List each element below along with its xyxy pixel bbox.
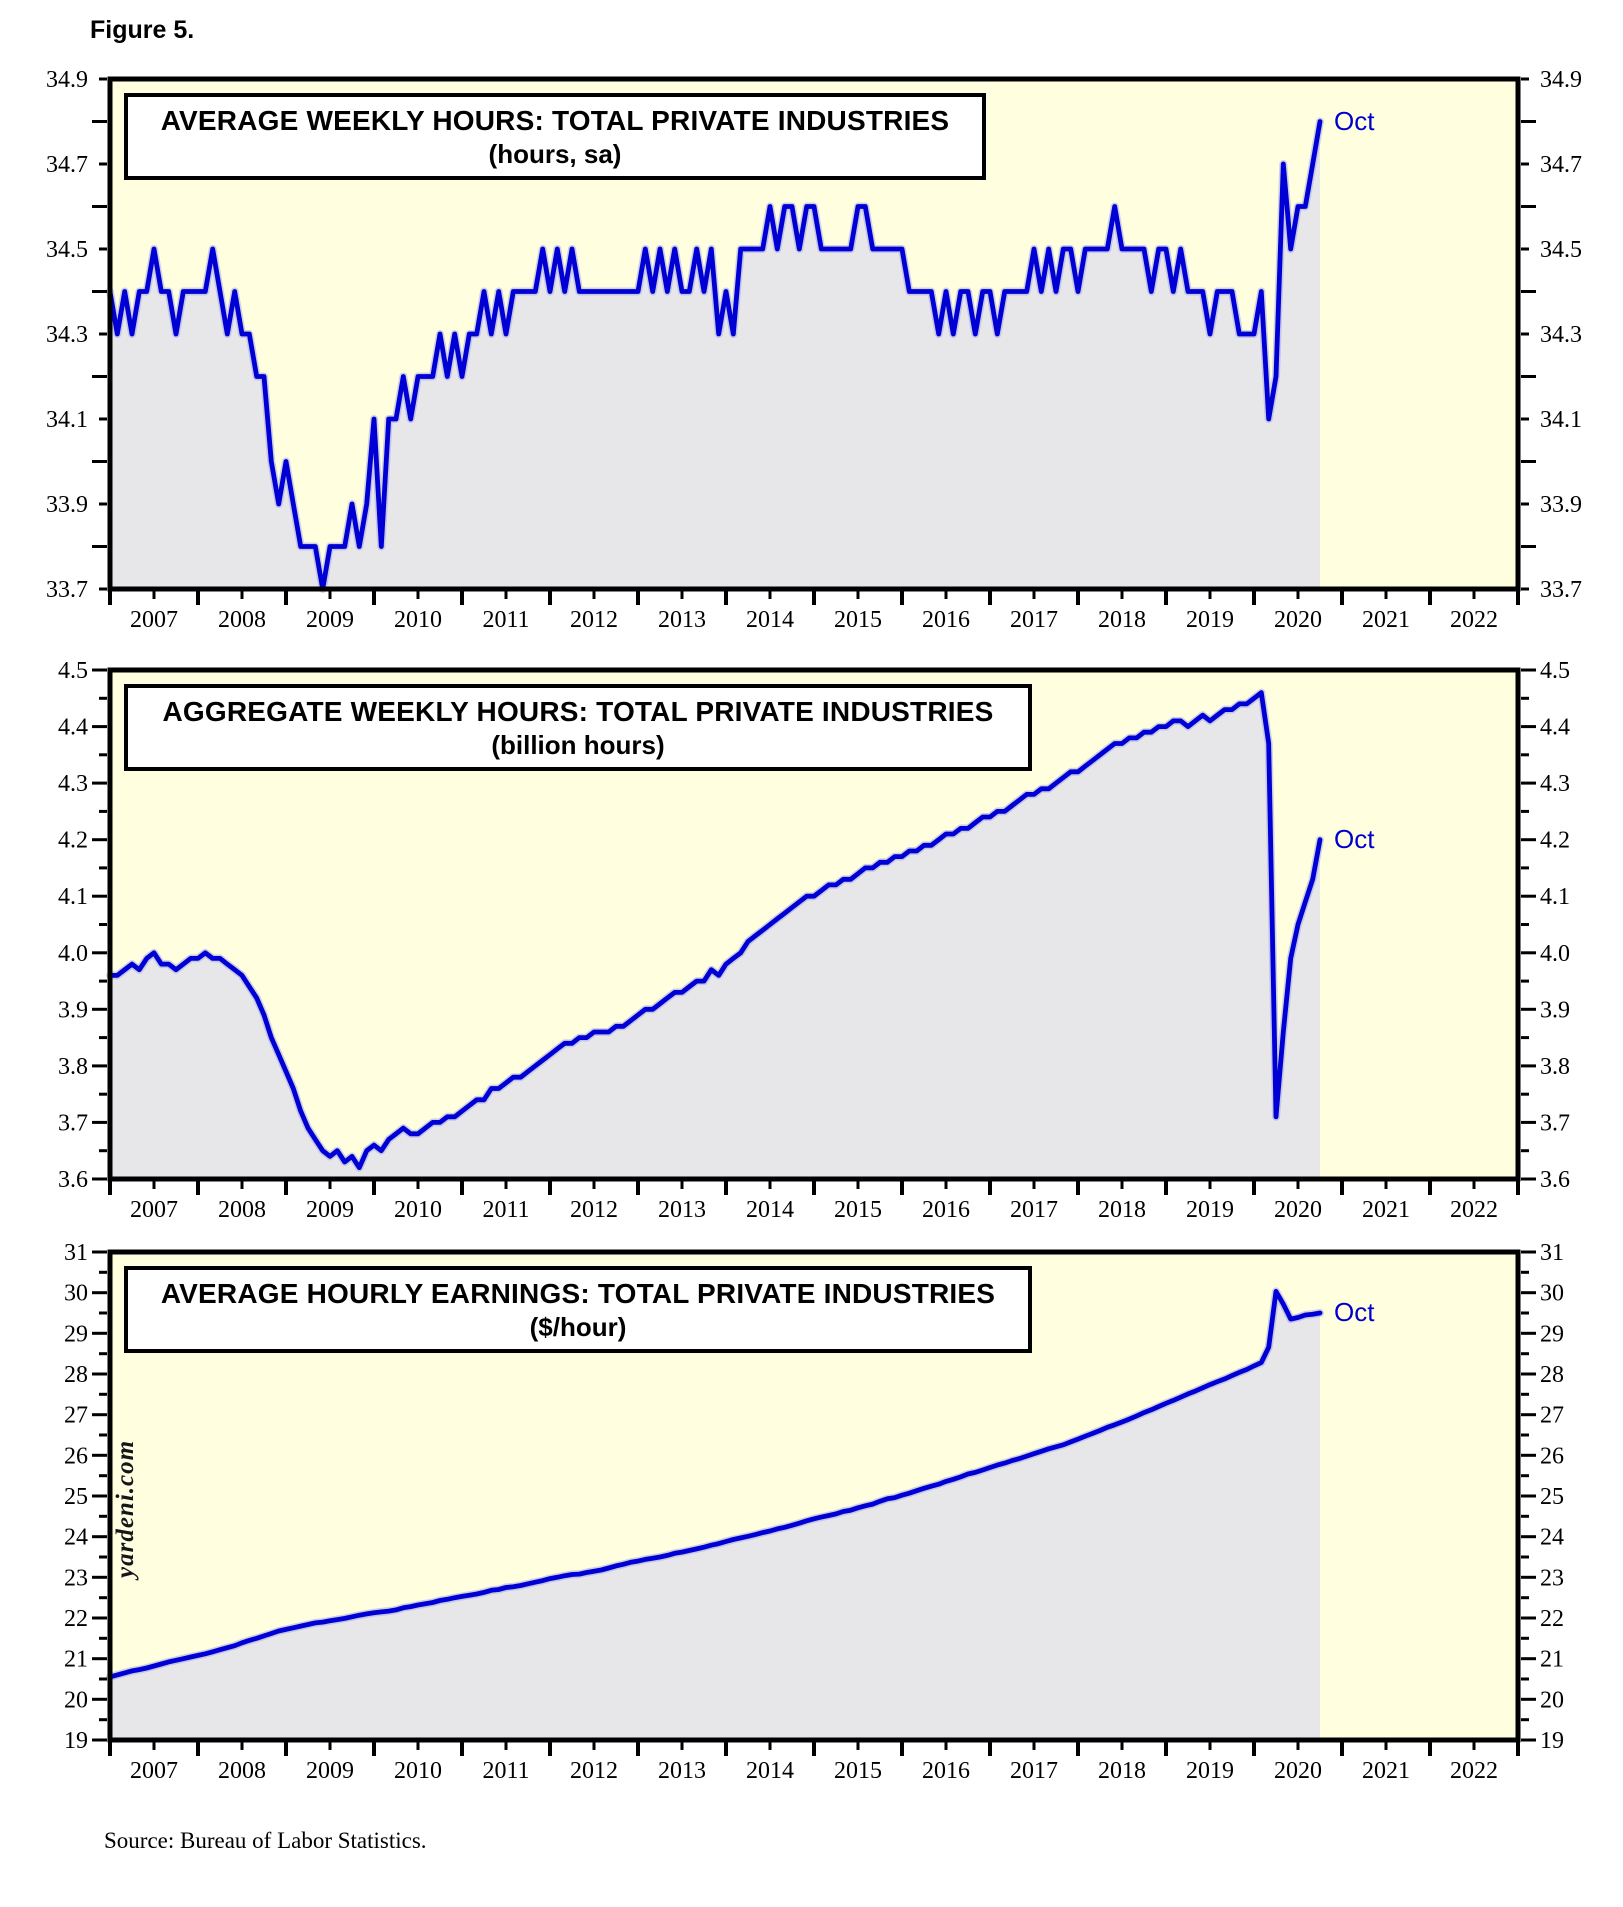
y-axis-label-right: 33.7 [1540, 577, 1582, 603]
x-axis-year-label: 2008 [218, 607, 266, 633]
y-axis-label-right: 22 [1540, 1606, 1564, 1632]
source-note: Source: Bureau of Labor Statistics. [104, 1828, 427, 1853]
x-axis-year-label: 2021 [1362, 1758, 1410, 1784]
y-axis-label-left: 21 [64, 1646, 88, 1673]
x-axis-year-label: 2022 [1450, 1197, 1498, 1223]
y-axis-label-left: 3.6 [58, 1167, 88, 1193]
x-axis-year-label: 2007 [130, 607, 178, 633]
x-axis-year-label: 2020 [1274, 1758, 1322, 1784]
y-axis-label-right: 3.6 [1540, 1167, 1570, 1193]
x-axis-year-label: 2020 [1274, 1197, 1322, 1223]
x-axis-year-label: 2016 [922, 607, 970, 633]
x-axis-year-label: 2014 [746, 1197, 794, 1223]
y-axis-label-right: 24 [1540, 1524, 1564, 1551]
y-axis-label-left: 29 [64, 1321, 88, 1348]
x-axis-year-label: 2008 [218, 1197, 266, 1223]
x-axis-year-label: 2007 [130, 1197, 178, 1223]
y-axis-label-left: 24 [64, 1524, 88, 1551]
x-axis-year-label: 2014 [746, 1758, 794, 1784]
y-axis-label-left: 34.3 [46, 322, 88, 348]
y-axis-label-left: 4.1 [58, 884, 88, 911]
x-axis-year-label: 2013 [658, 607, 706, 633]
y-axis-label-left: 19 [64, 1728, 88, 1754]
x-axis-year-label: 2017 [1010, 607, 1058, 633]
x-axis-year-label: 2012 [570, 1197, 618, 1223]
y-axis-label-right: 28 [1540, 1362, 1564, 1388]
y-axis-label-right: 34.9 [1540, 67, 1582, 93]
y-axis-label-right: 20 [1540, 1687, 1564, 1714]
y-axis-label-left: 20 [64, 1687, 88, 1714]
chart2-subtitle: (billion hours) [491, 730, 665, 760]
y-axis-label-left: 3.8 [58, 1053, 88, 1080]
y-axis-label-left: 34.1 [46, 407, 88, 433]
y-axis-label-left: 34.5 [46, 237, 88, 263]
x-axis-year-label: 2016 [922, 1197, 970, 1223]
x-axis-year-label: 2013 [658, 1197, 706, 1223]
x-axis-year-label: 2007 [130, 1758, 178, 1784]
x-axis-year-label: 2014 [746, 607, 794, 633]
y-axis-label-left: 34.7 [46, 152, 88, 178]
y-axis-label-right: 4.3 [1540, 771, 1570, 798]
chart2-title: AGGREGATE WEEKLY HOURS: TOTAL PRIVATE INDUSTRIES [162, 696, 994, 727]
y-axis-label-left: 33.7 [46, 577, 88, 603]
y-axis-label-left: 31 [64, 1240, 88, 1266]
y-axis-label-right: 33.9 [1540, 492, 1582, 518]
y-axis-label-right: 4.0 [1540, 940, 1570, 967]
x-axis-year-label: 2016 [922, 1758, 970, 1784]
x-axis-year-label: 2020 [1274, 607, 1322, 633]
x-axis-year-label: 2017 [1010, 1197, 1058, 1223]
y-axis-label-left: 4.3 [58, 771, 88, 798]
chart2-title-box [124, 684, 1032, 771]
y-axis-label-left: 34.9 [46, 67, 88, 93]
x-axis-year-label: 2011 [482, 1197, 530, 1223]
y-axis-label-right: 3.9 [1540, 997, 1570, 1024]
chart3-subtitle: ($/hour) [529, 1312, 627, 1342]
y-axis-label-left: 33.9 [46, 492, 88, 518]
chart3-last-point-label: Oct [1334, 1297, 1375, 1327]
chart3-title: AVERAGE HOURLY EARNINGS: TOTAL PRIVATE INDUSTRIES [160, 1278, 996, 1309]
yardeni-watermark: yardeni.com [112, 1439, 139, 1578]
x-axis-year-label: 2009 [306, 607, 354, 633]
y-axis-label-left: 30 [64, 1280, 88, 1307]
chart1-subtitle: (hours, sa) [488, 139, 622, 169]
y-axis-label-left: 25 [64, 1484, 88, 1510]
y-axis-label-left: 4.4 [58, 714, 88, 741]
x-axis-year-label: 2015 [834, 1197, 882, 1223]
x-axis-year-label: 2011 [482, 1758, 530, 1784]
x-axis-year-label: 2021 [1362, 1197, 1410, 1223]
x-axis-year-label: 2009 [306, 1758, 354, 1784]
y-axis-label-right: 3.8 [1540, 1053, 1570, 1080]
x-axis-year-label: 2010 [394, 1758, 442, 1784]
y-axis-label-right: 19 [1540, 1728, 1564, 1754]
y-axis-label-right: 4.1 [1540, 884, 1570, 911]
x-axis-year-label: 2015 [834, 607, 882, 633]
y-axis-label-left: 3.7 [58, 1110, 88, 1137]
x-axis-year-label: 2019 [1186, 1758, 1234, 1784]
y-axis-label-right: 4.2 [1540, 827, 1570, 854]
x-axis-year-label: 2012 [570, 607, 618, 633]
y-axis-label-left: 22 [64, 1606, 88, 1632]
x-axis-year-label: 2012 [570, 1758, 618, 1784]
chart3-title-box [124, 1266, 1032, 1353]
x-axis-year-label: 2018 [1098, 1758, 1146, 1784]
chart1-title-box [124, 93, 986, 180]
y-axis-label-right: 25 [1540, 1484, 1564, 1510]
y-axis-label-left: 23 [64, 1565, 88, 1592]
y-axis-label-left: 28 [64, 1362, 88, 1388]
x-axis-year-label: 2019 [1186, 1197, 1234, 1223]
chart2-last-point-label: Oct [1334, 824, 1375, 854]
y-axis-label-left: 4.2 [58, 827, 88, 854]
y-axis-label-right: 3.7 [1540, 1110, 1570, 1137]
x-axis-year-label: 2021 [1362, 607, 1410, 633]
y-axis-label-right: 4.4 [1540, 714, 1570, 741]
x-axis-year-label: 2010 [394, 607, 442, 633]
x-axis-year-label: 2008 [218, 1758, 266, 1784]
x-axis-year-label: 2022 [1450, 607, 1498, 633]
y-axis-label-left: 3.9 [58, 997, 88, 1024]
y-axis-label-left: 27 [64, 1402, 88, 1429]
y-axis-label-right: 4.5 [1540, 658, 1570, 684]
y-axis-label-left: 4.0 [58, 940, 88, 967]
y-axis-label-right: 27 [1540, 1402, 1564, 1429]
y-axis-label-right: 29 [1540, 1321, 1564, 1348]
y-axis-label-right: 21 [1540, 1646, 1564, 1673]
y-axis-label-left: 26 [64, 1443, 88, 1470]
y-axis-label-right: 31 [1540, 1240, 1564, 1266]
x-axis-year-label: 2015 [834, 1758, 882, 1784]
x-axis-year-label: 2013 [658, 1758, 706, 1784]
x-axis-year-label: 2019 [1186, 607, 1234, 633]
chart1-title: AVERAGE WEEKLY HOURS: TOTAL PRIVATE INDUSTRIES [160, 105, 950, 136]
x-axis-year-label: 2010 [394, 1197, 442, 1223]
x-axis-year-label: 2017 [1010, 1758, 1058, 1784]
y-axis-label-right: 34.7 [1540, 152, 1582, 178]
y-axis-label-right: 26 [1540, 1443, 1564, 1470]
figure-label: Figure 5. [90, 16, 195, 44]
y-axis-label-right: 23 [1540, 1565, 1564, 1592]
x-axis-year-label: 2009 [306, 1197, 354, 1223]
x-axis-year-label: 2018 [1098, 607, 1146, 633]
y-axis-label-right: 34.1 [1540, 407, 1582, 433]
y-axis-label-right: 30 [1540, 1280, 1564, 1307]
y-axis-label-left: 4.5 [58, 658, 88, 684]
y-axis-label-right: 34.5 [1540, 237, 1582, 263]
y-axis-label-right: 34.3 [1540, 322, 1582, 348]
x-axis-year-label: 2022 [1450, 1758, 1498, 1784]
x-axis-year-label: 2018 [1098, 1197, 1146, 1223]
x-axis-year-label: 2011 [482, 607, 530, 633]
chart1-last-point-label: Oct [1334, 106, 1375, 136]
